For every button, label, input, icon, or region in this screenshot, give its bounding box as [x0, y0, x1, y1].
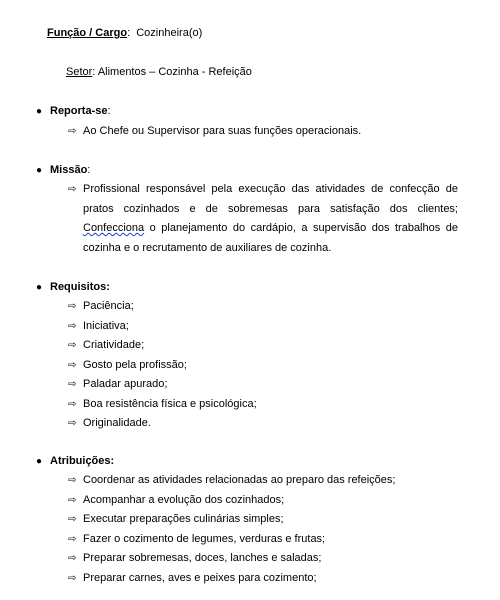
right-arrow-icon: ⇨ — [68, 475, 77, 486]
missao-paragraph: Profissional responsável pela execução das atividades de confecção de pratos cozinhados e de sobremesas para satisfação dos clientes; Confecciona o planejamento do cardápio, a supervisão dos trabalhos de cozinha e o recrutamento de auxiliares de cozinha. — [83, 183, 458, 254]
right-arrow-icon: ⇨ — [68, 320, 77, 332]
setor-colon: : — [92, 66, 98, 78]
bullet-icon: ● — [36, 106, 43, 117]
right-arrow-icon: ⇨ — [68, 494, 77, 506]
misspelled-word: Confecciona — [83, 222, 145, 234]
document-page: Função / Cargo: Cozinheira(o) Setor: Alimentos – Cozinha - Refeição ● Reporta-se: ⇨ Ao Chefe ou Supervisor para suas funções operacionais. ● Missão: ⇨ Profissional responsável pela execução das atividades de confecção de pratos cozinhados e de sobremesas para satisfação dos clientes; Confecciona o planejamento do cardápio, a supervisão dos trabalhos de cozinha e o recrutamento de auxiliares de cozinha. ● Requisitos: ⇨ Paciência; ⇨ Iniciativa; ⇨ Criatividade; ⇨ Gosto pela profissão; ⇨ Paladar apurado; ⇨ Boa resistência física e psicológica; ⇨ Originalidade. ● Atribuições: ⇨ Coordenar as atividades relacionadas ao preparo das refeições; ⇨ Acompanhar a evolução dos cozinhados; ⇨ Executar preparações culinárias simples; ⇨ Fazer o cozimento de legumes, verduras e frutas; ⇨ Preparar sobremesas, doces, lanches e saladas; ⇨ Preparar carnes, aves e peixes para cozimento; — [0, 0, 500, 600]
section-title-requisitos: Requisitos: — [50, 281, 110, 293]
right-arrow-icon: ⇨ — [68, 514, 77, 525]
bullet-icon: ● — [36, 282, 43, 293]
right-arrow-icon: ⇨ — [68, 340, 77, 351]
bullet-icon: ● — [36, 165, 43, 176]
right-arrow-icon: ⇨ — [68, 184, 77, 195]
setor-value: Alimentos – Cozinha - Refeição — [97, 66, 252, 78]
right-arrow-icon: ⇨ — [68, 301, 77, 312]
funcao-value: Cozinheira(o) — [136, 27, 203, 39]
right-arrow-icon: ⇨ — [68, 359, 77, 371]
right-arrow-icon: ⇨ — [68, 398, 77, 410]
funcao-line — [47, 24, 202, 44]
right-arrow-icon: ⇨ — [68, 379, 77, 390]
right-arrow-icon: ⇨ — [68, 553, 77, 564]
right-arrow-icon: ⇨ — [68, 572, 77, 584]
setor-line — [66, 63, 252, 83]
right-arrow-icon: ⇨ — [68, 418, 77, 429]
section-title-reporta: Reporta-se: — [50, 105, 111, 117]
right-arrow-icon: ⇨ — [68, 126, 77, 137]
section-title-atribuicoes: Atribuições: — [50, 455, 115, 467]
section-title-missao: Missão: — [50, 164, 91, 176]
funcao-label: Função / Cargo — [47, 27, 128, 39]
bullet-icon: ● — [36, 456, 43, 467]
setor-label: Setor — [66, 66, 93, 78]
funcao-colon: : — [127, 27, 137, 39]
right-arrow-icon: ⇨ — [68, 533, 77, 545]
